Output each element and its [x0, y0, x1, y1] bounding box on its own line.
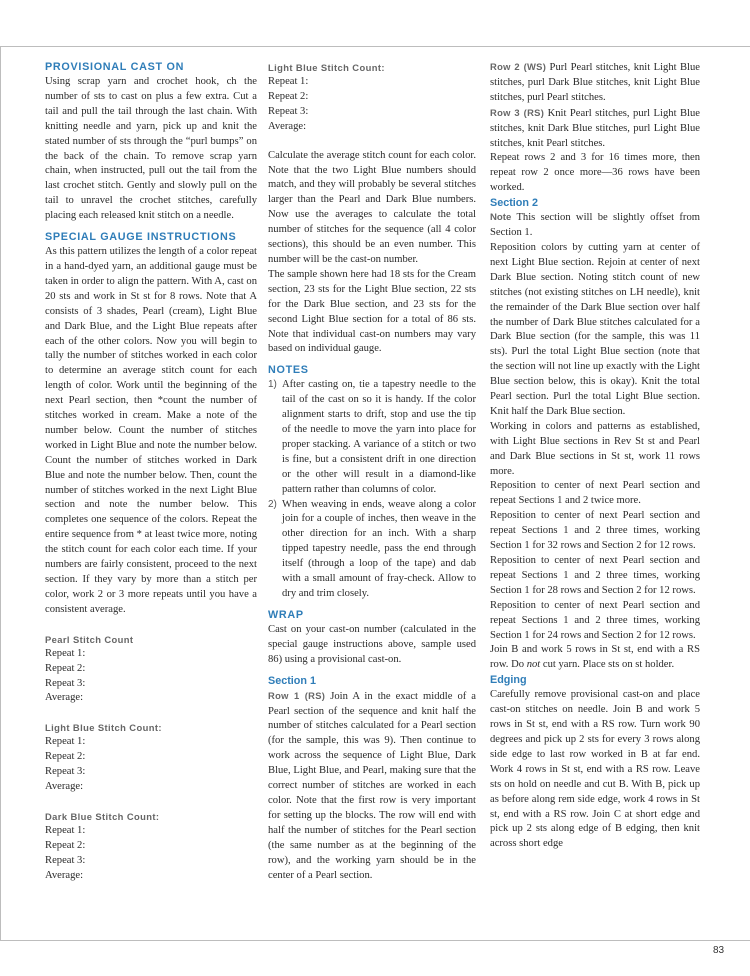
join-b-text [490, 643, 700, 673]
reposition-text: Reposition to center of next Pearl section and repeat Sections 1 and 2 three times, working Section 1 for 24 rows and Section 2 for 12 rows. [490, 599, 700, 641]
note-item [268, 498, 476, 602]
row-1-label: Row 1 (RS) [268, 689, 326, 701]
column-right [490, 60, 700, 852]
edging-text: Carefully remove provisional cast-on and place cast-on stitches on needle. Join B and work 5 rows in St st, end with a RS row. Turn work 90 degrees and pick up 2 sts for every 3 rows along side edge to last row worked in B at far end. Work 4 rows in St st, end with a RS row. Leave sts on hold on needle and cut B. With B, pick up as before along rem side edge, work 4 rows in St st, end with a RS row. Join C at short edge and pick up 2 sts along edge of B edging, then knit across short edge [490, 689, 700, 850]
join-b-post: cut yarn. Place sts on st holder. [540, 659, 675, 671]
count-line: Average: [45, 692, 84, 704]
note-number: 1) [268, 379, 277, 391]
count-line: Repeat 3: [45, 766, 86, 778]
join-b-emphasis: not [526, 659, 541, 671]
page-top-rule [0, 46, 750, 47]
section-1-heading: Section 1 [268, 674, 317, 687]
count-line: Average: [45, 869, 84, 881]
pearl-stitch-count-heading: Pearl Stitch Count [45, 633, 134, 645]
join-b-pre: Join B and work 5 rows in St st, end with a RS row. Do [490, 644, 700, 671]
count-line: Repeat 2: [45, 662, 86, 674]
row-2-instructions: Purl Pearl stitches, knit Light Blue stitches, purl Dark Blue stitches, knit Light Blue stitches, purl Pearl stitches. [490, 62, 700, 103]
count-line: Average: [45, 781, 84, 793]
special-gauge-heading: SPECIAL GAUGE INSTRUCTIONS [45, 231, 237, 244]
working-colors-text: Working in colors and patterns as established, with Light Blue sections in Rev St st and Pearl and Dark Blue sections in St st, work 11 rows more. [490, 420, 700, 477]
page-bottom-rule [0, 940, 750, 941]
note-number: 2) [268, 498, 277, 510]
row-3-text [490, 106, 700, 152]
row-1-instructions: Join A in the exact middle of a Pearl section of the sequence and knit half the number of stitches calculated for a Pearl section (for the sample, this was 9). Then continue to work across the sequence of Light Blue, Dark Blue, Light Blue, and Pearl, making sure that the correct number of stitches are worked in each color. Note that the first row is very important for setting up the blocks. The row will end with half the number of stitches for the Pearl section (the same number as at the beginning of the row), and the working yarn should be in the center of a Pearl section. [268, 690, 477, 881]
row-2-text [490, 60, 700, 106]
reposition-text: Reposition to center of next Pearl section and repeat Sections 1 and 2 twice more. [490, 480, 700, 507]
reposition-colors-text: Reposition colors by cutting yarn at center of next Light Blue section. Rejoin at center of next Dark Blue section. Noting stitch count of new stitches (not existing stitches on LH needle), knit the remainder of the Dark Blue section over half the number of Dark Blue stitches calculated for a Dark Blue section (for the sample, this was 11 sts). Purl the total Light Blue section (note that the section will not line up exactly with the Light Blue section below, this is okay). Knit the total Pearl section. Purl the total Light Blue section. Knit half the Dark Blue section. [490, 241, 700, 417]
wrap-heading: WRAP [268, 608, 304, 621]
page-number: 83 [713, 945, 725, 956]
column-middle [268, 60, 476, 883]
note-label: Note [490, 212, 512, 224]
provisional-cast-on-heading: PROVISIONAL CAST ON [45, 61, 185, 73]
note-text: When weaving in ends, weave along a color join for a couple of inches, then weave in the other direction for an inch. With a sharp tipped tapestry needle, pass the end through itself (through a loop of the tape) and dab with a small amount of fray-check. Allow to dry and trim closely. [282, 498, 476, 599]
count-line: Repeat 3: [268, 105, 309, 117]
repeat-rows-text: Repeat rows 2 and 3 for 16 times more, then repeat row 2 once more—36 rows have been worked. [490, 152, 700, 194]
reposition-text: Reposition to center of next Pearl section and repeat Sections 1 and 2 three times, working Section 1 for 28 rows and Section 2 for 12 rows. [490, 555, 700, 596]
count-line: Average: [268, 120, 307, 132]
light-blue-stitch-count-heading: Light Blue Stitch Count: [45, 722, 162, 734]
count-line: Repeat 3: [45, 854, 86, 866]
reposition-text: Reposition to center of next Pearl section and repeat Sections 1 and 2 three times, working Section 1 for 32 rows and Section 2 for 12 rows. [490, 510, 700, 552]
count-line: Repeat 1: [45, 647, 86, 659]
provisional-cast-on-text: Using scrap yarn and crochet hook, ch the number of sts to cast on plus a few extra. Cut a tail and pull the tail through the last chain. With knitting needle and yarn, pick up and knit the stated number of sts through the “purl bumps” on the back of the chain. To remove scrap yarn chain, when instructed, pull out the tail from the last crochet stitch. Gently and slowly pull on the tail to unravel the crochet stitches, carefully placing each released knit stitch on a needle. [45, 76, 257, 222]
special-gauge-text: As this pattern utilizes the length of a color repeat in a hand-dyed yarn, an additional gauge must be taken in order to align the pattern. With A, cast on 20 sts and work in St st for 8 rows. Note that A consists of 3 shades, Pearl (cream), Light Blue and Dark Blue, and the Light Blue repeats after each of the other colors. Now you will begin to tally the number of stitches worked in each color to determine an average stitch count for each length of color. Work until the beginning of the next Pearl section, then *count the number of stitches worked in cream. Make a note of the number below. Count the number of stitches worked in Light Blue and note the number below. Count the number of stitches worked in Dark Blue and note the number below. Then, count the number of stitches worked in the next Light Blue section and note the number below. This completes one sequence of the colors. Repeat the entire sequence from * at least twice more, noting the stitch count for each color each time. If your numbers are fairly consistent, proceed to the next section. If they vary by more than a stitch per color, work 2 or 3 more repeats until you have a consistent average. [45, 246, 257, 615]
count-line: Repeat 3: [45, 677, 86, 689]
count-line: Repeat 2: [45, 839, 86, 851]
note-text: After casting on, tie a tapestry needle to the tail of the cast on so it is handy. If the color alignment starts to drift, stop and use the tip of the needle to move the yarn into place for proper stacking. A variance of a stitch or two is fine, but a consistent drift in one direction or the other will result in a diamond-like pattern rather than columns of color. [282, 379, 476, 495]
count-line: Repeat 1: [268, 76, 309, 87]
light-blue-stitch-count-heading-2: Light Blue Stitch Count: [268, 62, 385, 73]
note-item [268, 378, 476, 497]
row-1-text [268, 689, 476, 884]
section-2-note-text: This section will be slightly offset from Section 1. [490, 212, 700, 239]
count-line: Repeat 2: [268, 90, 309, 102]
row-2-label: Row 2 (WS) [490, 61, 547, 72]
row-3-label: Row 3 (RS) [490, 106, 545, 118]
dark-blue-stitch-count-heading: Dark Blue Stitch Count: [45, 810, 160, 822]
section-2-heading: Section 2 [490, 197, 539, 210]
notes-list [268, 378, 476, 602]
section-2-note [490, 211, 700, 241]
sample-stitch-text: The sample shown here had 18 sts for the Cream section, 23 sts for the Light Blue section, 22 sts for the Dark Blue section, and 23 sts for the second Light Blue section for a total of 86 sts. Note that individual cast-on numbers may vary based on individual gauge. [268, 268, 476, 355]
calculate-average-text: Calculate the average stitch count for each color. Note that the two Light Blue numbers should match, and they will probably be several stitches larger than the Pearl and Dark Blue numbers. Now use the averages to calculate the total number of stitches for the sequence (all 4 color sections), this should be an even number. This number will be the cast-on number. [268, 149, 476, 265]
wrap-text: Cast on your cast-on number (calculated in the special gauge instructions above, sample used 86) using a provisional cast-on. [268, 623, 476, 665]
column-left [45, 60, 257, 884]
count-line: Repeat 2: [45, 751, 86, 763]
count-line: Repeat 1: [45, 824, 86, 836]
count-line: Repeat 1: [45, 736, 86, 748]
page-left-rule [0, 46, 1, 940]
edging-heading: Edging [490, 674, 527, 687]
notes-heading: NOTES [268, 364, 309, 377]
row-3-instructions: Knit Pearl stitches, purl Light Blue stitches, knit Dark Blue stitches, purl Light Blue stitches, knit Pearl stitches. [490, 107, 700, 149]
